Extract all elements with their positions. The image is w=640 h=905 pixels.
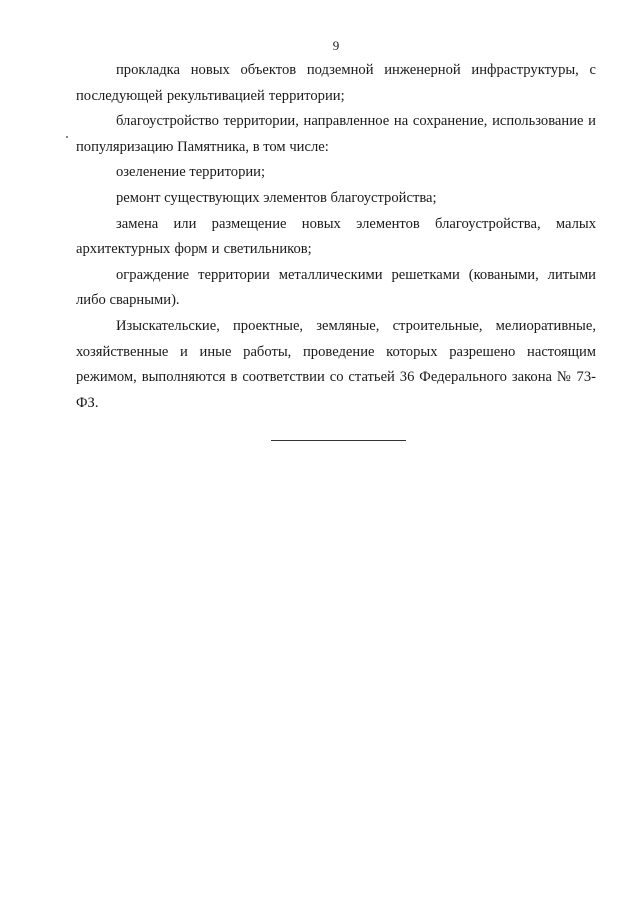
- paragraph-repair: ремонт существующих элементов благоустройства;: [116, 189, 437, 206]
- paragraph-works: Изыскательские, проектные, земляные, строительные, мелиоративные, хозяйственные и иные работы, проведение которых разрешено настоящим режимом, выполняются в соответствии со статьей 36 Федерального закона № 73-ФЗ.: [76, 317, 596, 411]
- document-body: [76, 58, 596, 416]
- paragraph-landscaping: благоустройство территории, направленное на сохранение, использование и популяризацию Памятника, в том числе:: [76, 113, 596, 155]
- paragraph-fencing: ограждение территории металлическими решетками (коваными, литыми либо сварными).: [76, 266, 596, 309]
- section-end-rule: [271, 440, 406, 441]
- paragraph-greening: озеленение территории;: [116, 164, 266, 181]
- margin-mark: [66, 136, 68, 138]
- paragraph-replacement: замена или размещение новых элементов благоустройства, малых архитектурных форм и светильников;: [76, 215, 596, 258]
- page-number: 9: [332, 38, 340, 53]
- paragraph-infrastructure: прокладка новых объектов подземной инженерной инфраструктуры, с последующей рекультивацией территории;: [76, 62, 596, 104]
